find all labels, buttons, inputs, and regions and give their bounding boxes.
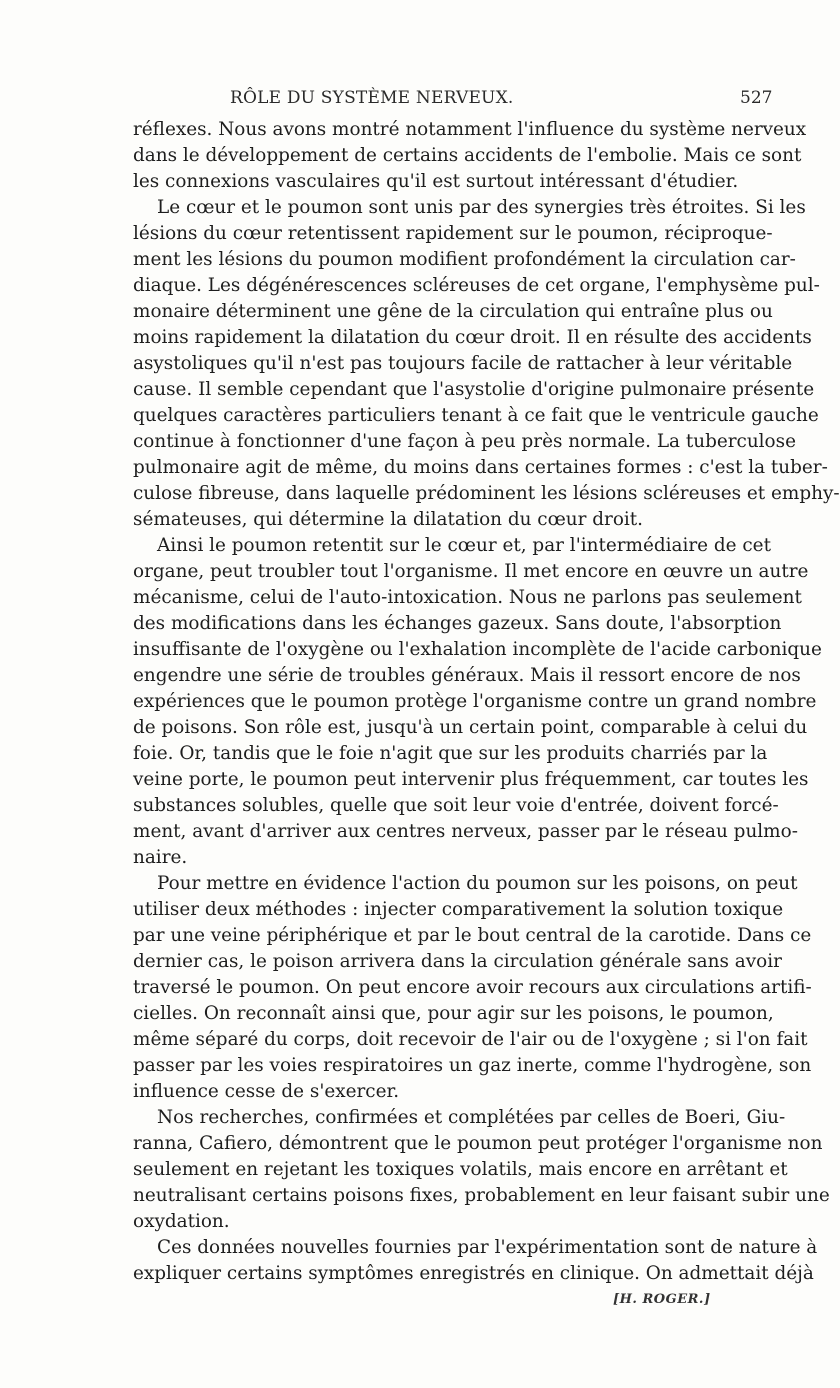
text-line: culose fibreuse, dans laquelle prédominent les lésions scléreuses et emphy- bbox=[133, 483, 840, 504]
text-line: naire. bbox=[133, 847, 188, 868]
text-line: traversé le poumon. On peut encore avoir recours aux circulations artifi- bbox=[133, 977, 812, 998]
text-line: expériences que le poumon protège l'organisme contre un grand nombre bbox=[133, 691, 817, 712]
author-signature: [H. ROGER.] bbox=[613, 1292, 711, 1307]
text-line: influence cesse de s'exercer. bbox=[133, 1081, 400, 1102]
text-line: les connexions vasculaires qu'il est surtout intéressant d'étudier. bbox=[133, 171, 739, 192]
text-line: monaire déterminent une gêne de la circulation qui entraîne plus ou bbox=[133, 301, 773, 322]
text-line: oxydation. bbox=[133, 1211, 230, 1232]
text-line: Le cœur et le poumon sont unis par des synergies très étroites. Si les bbox=[157, 197, 806, 218]
running-head: RÔLE DU SYSTÈME NERVEUX. bbox=[230, 88, 514, 108]
text-line: par une veine périphérique et par le bout central de la carotide. Dans ce bbox=[133, 925, 812, 946]
text-line: veine porte, le poumon peut intervenir plus fréquemment, car toutes les bbox=[133, 769, 809, 790]
text-line: sémateuses, qui détermine la dilatation du cœur droit. bbox=[133, 509, 644, 530]
text-line: neutralisant certains poisons fixes, probablement en leur faisant subir une bbox=[133, 1185, 830, 1206]
text-line: Nos recherches, confirmées et complétées par celles de Boeri, Giu- bbox=[157, 1107, 786, 1128]
text-line: lésions du cœur retentissent rapidement sur le poumon, réciproque- bbox=[133, 223, 773, 244]
text-line: pulmonaire agit de même, du moins dans certaines formes : c'est la tuber- bbox=[133, 457, 828, 478]
text-line: ranna, Cafiero, démontrent que le poumon peut protéger l'organisme non bbox=[133, 1133, 823, 1154]
text-line: substances solubles, quelle que soit leur voie d'entrée, doivent forcé- bbox=[133, 795, 779, 816]
text-line: Pour mettre en évidence l'action du poumon sur les poisons, on peut bbox=[157, 873, 798, 894]
text-line: ment les lésions du poumon modifient profondément la circulation car- bbox=[133, 249, 796, 270]
text-line: mécanisme, celui de l'auto-intoxication. Nous ne parlons pas seulement bbox=[133, 587, 802, 608]
text-line: Ainsi le poumon retentit sur le cœur et, par l'intermédiaire de cet bbox=[157, 535, 771, 556]
text-line: organe, peut troubler tout l'organisme. Il met encore en œuvre un autre bbox=[133, 561, 809, 582]
text-line: Ces données nouvelles fournies par l'expérimentation sont de nature à bbox=[157, 1237, 818, 1258]
text-line: moins rapidement la dilatation du cœur droit. Il en résulte des accidents bbox=[133, 327, 812, 348]
text-line: expliquer certains symptômes enregistrés en clinique. On admettait déjà bbox=[133, 1263, 814, 1284]
text-line: continue à fonctionner d'une façon à peu près normale. La tuberculose bbox=[133, 431, 796, 452]
text-line: engendre une série de troubles généraux. Mais il ressort encore de nos bbox=[133, 665, 801, 686]
text-line: passer par les voies respiratoires un gaz inerte, comme l'hydrogène, son bbox=[133, 1055, 812, 1076]
text-line: utiliser deux méthodes : injecter comparativement la solution toxique bbox=[133, 899, 784, 920]
text-line: réflexes. Nous avons montré notamment l'influence du système nerveux bbox=[133, 119, 807, 140]
text-line: même séparé du corps, doit recevoir de l'air ou de l'oxygène ; si l'on fait bbox=[133, 1029, 808, 1050]
text-line: ment, avant d'arriver aux centres nerveux, passer par le réseau pulmo- bbox=[133, 821, 798, 842]
text-line: asystoliques qu'il n'est pas toujours facile de rattacher à leur véritable bbox=[133, 353, 793, 374]
text-line: de poisons. Son rôle est, jusqu'à un certain point, comparable à celui du bbox=[133, 717, 808, 738]
text-line: quelques caractères particuliers tenant à ce fait que le ventricule gauche bbox=[133, 405, 819, 426]
text-line: dans le développement de certains accidents de l'embolie. Mais ce sont bbox=[133, 145, 802, 166]
page-number: 527 bbox=[740, 88, 773, 108]
text-line: diaque. Les dégénérescences scléreuses de cet organe, l'emphysème pul- bbox=[133, 275, 820, 296]
text-line: insuffisante de l'oxygène ou l'exhalation incomplète de l'acide carbonique bbox=[133, 639, 822, 660]
text-line: cielles. On reconnaît ainsi que, pour agir sur les poisons, le poumon, bbox=[133, 1003, 774, 1024]
text-line: foie. Or, tandis que le foie n'agit que sur les produits charriés par la bbox=[133, 743, 768, 764]
text-line: des modifications dans les échanges gazeux. Sans doute, l'absorption bbox=[133, 613, 782, 634]
text-line: seulement en rejetant les toxiques volatils, mais encore en arrêtant et bbox=[133, 1159, 788, 1180]
text-line: cause. Il semble cependant que l'asystolie d'origine pulmonaire présente bbox=[133, 379, 815, 400]
text-line: dernier cas, le poison arrivera dans la circulation générale sans avoir bbox=[133, 951, 782, 972]
